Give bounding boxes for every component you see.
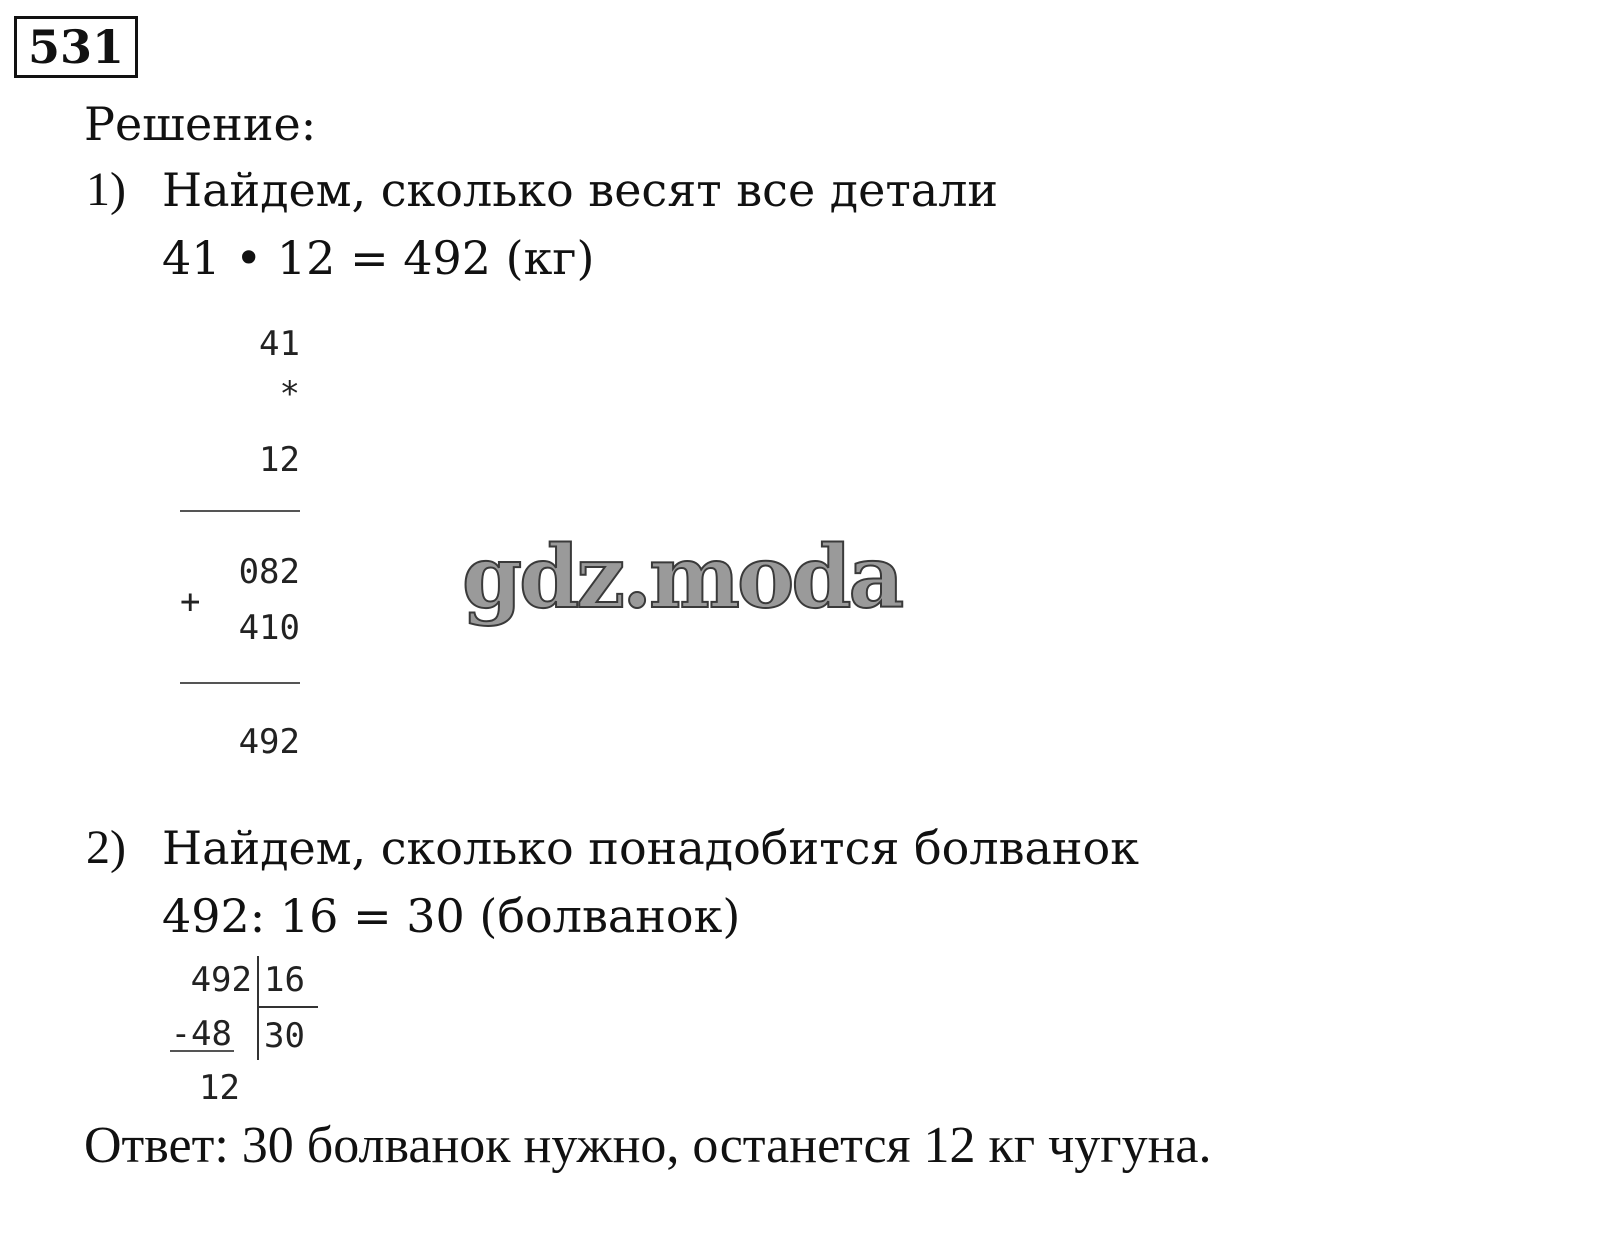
plus-sign: + — [180, 582, 201, 622]
problem-number: 531 — [14, 16, 138, 78]
answer: Ответ: 30 болванок нужно, останется 12 кг чугуна. — [84, 1117, 1212, 1174]
division-bar — [257, 956, 259, 1060]
step1-text: Найдем, сколько весят все детали — [162, 163, 999, 217]
dividend: 492 — [190, 960, 252, 1000]
subtraction-rule — [170, 1050, 234, 1052]
multiply-operator: * — [279, 374, 300, 414]
step1-number: 1) — [86, 163, 126, 216]
multiplication-rule — [180, 510, 300, 512]
partial-product-1: 082 — [238, 552, 300, 592]
watermark: gdz.moda — [462, 527, 902, 628]
step1-equation: 41 • 12 = 492 (кг) — [162, 231, 595, 285]
subtracted: -48 — [170, 1014, 232, 1054]
partial-product-2: 410 — [238, 608, 300, 648]
divisor-rule — [258, 1006, 318, 1008]
multiplicand: 41 — [259, 324, 300, 364]
divisor: 16 — [264, 960, 305, 1000]
step2-text: Найдем, сколько понадобится болванок — [162, 821, 1140, 875]
multiplier: 12 — [259, 440, 300, 480]
product-result: 492 — [238, 722, 300, 762]
sum-rule — [180, 682, 300, 684]
step2-number: 2) — [86, 821, 126, 874]
step2-equation: 492: 16 = 30 (болванок) — [162, 889, 741, 943]
solution-heading: Решение: — [84, 97, 317, 151]
remainder: 12 — [199, 1068, 240, 1108]
quotient: 30 — [264, 1016, 305, 1056]
